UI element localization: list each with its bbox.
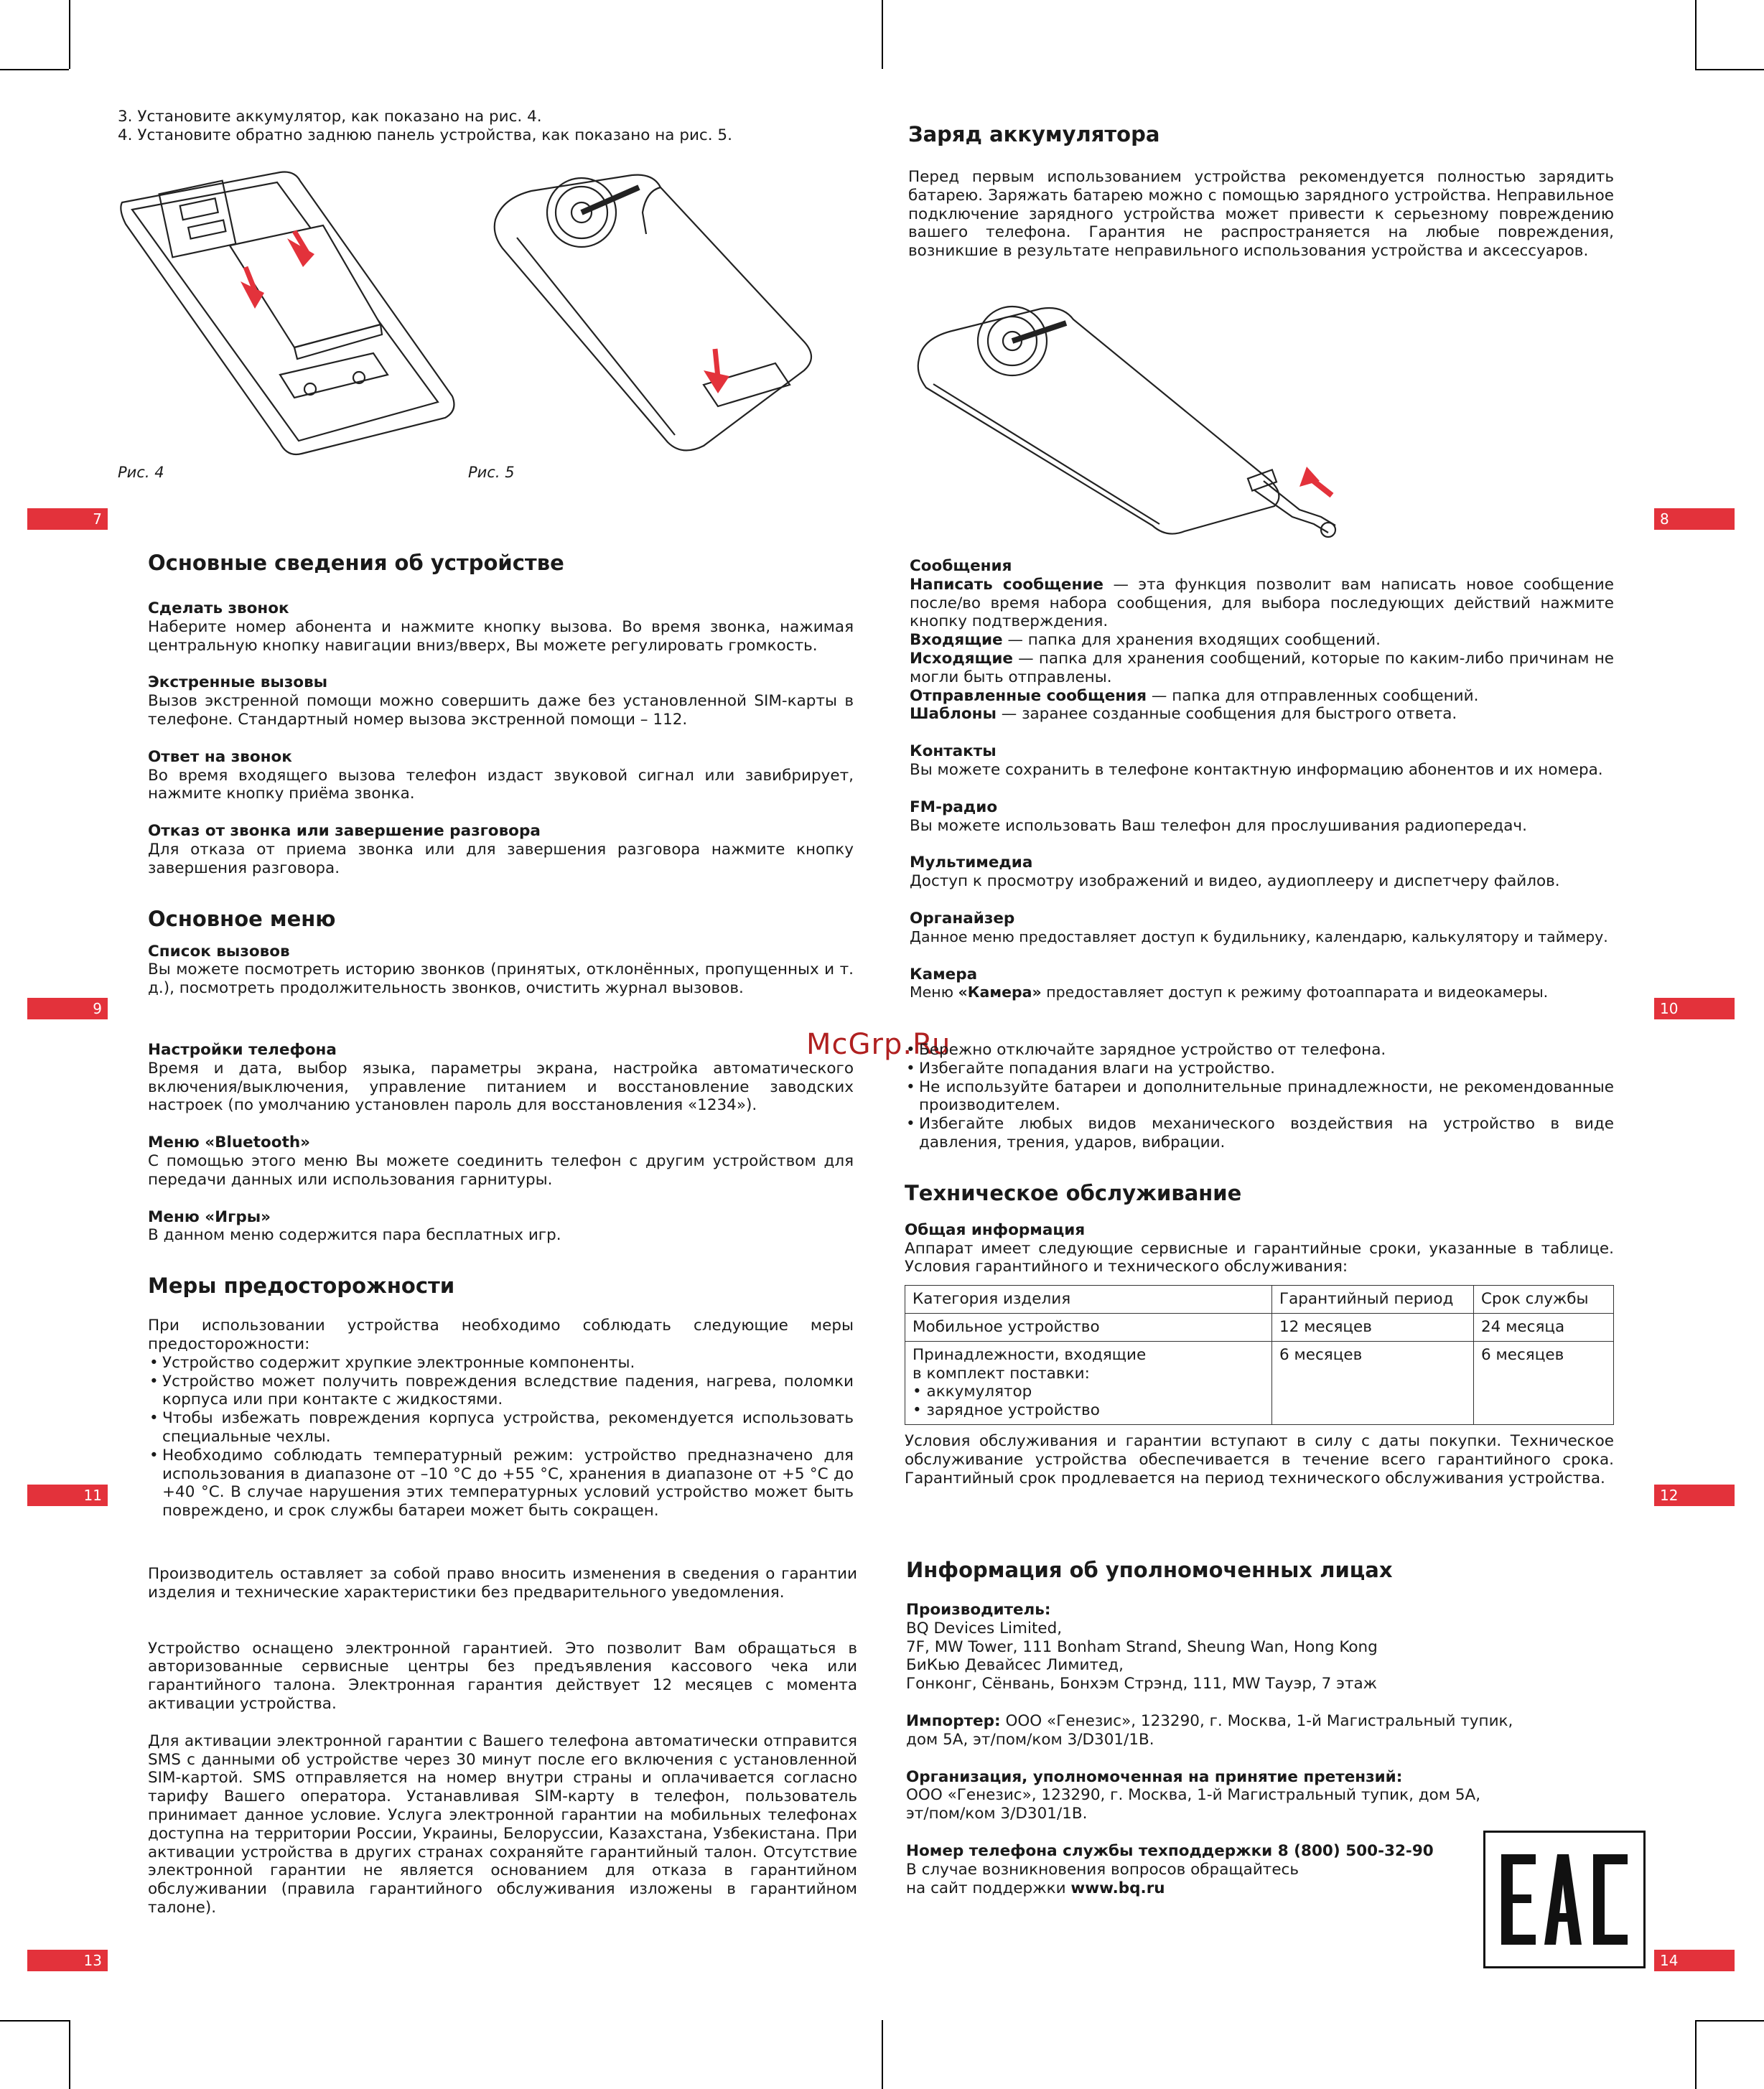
outbox-label: Исходящие (910, 649, 1013, 668)
games-text: В данном меню содержится пара бесплатных игр. (148, 1226, 561, 1245)
list-item: • Необходимо соблюдать температурный режим: устройство предназначено для использования в диапазоне от –10 °C до +55 °C, хранения в диапазоне от +5 °C до +40 °C. В случае нарушения этих температурных условий устройство может быть повреждено, и срок службы батареи может быть сокращен. (148, 1447, 854, 1520)
table-row (905, 1313, 1614, 1341)
contacts-heading: Контакты (910, 742, 997, 761)
call-text: Наберите номер абонента и нажмите кнопку вызова. Во время звонка, нажимая центральную кнопку навигации вниз/вверх, Вы можете регулировать громкость. (148, 617, 854, 655)
table-cell: 12 месяцев (1272, 1313, 1474, 1341)
table-cell (905, 1341, 1272, 1424)
service-after-text: Условия обслуживания и гарантии вступают в силу с даты покупки. Техническое обслуживание устройства обеспечивается в течение всего гарантийного срока. Гарантийный срок продлевается на период технического обслуживания устройства. (905, 1431, 1614, 1487)
list-item: • Устройство содержит хрупкие электронные компоненты. (148, 1354, 854, 1373)
e-guarantee-text-1: Устройство оснащено электронной гарантией. Это позволит Вам обращаться в авторизованные сервисные центры без предъявления кассового чека или гарантийного талона. Электронная гарантия действует 12 месяцев с момента активации устройства. (148, 1639, 857, 1713)
multimedia-heading: Мультимедиа (910, 854, 1033, 872)
write-message-label: Написать сообщение (910, 575, 1103, 594)
claims-line: ООО «Генезис», 123290, г. Москва, 1-й Магистральный тупик, дом 5А, (906, 1786, 1481, 1805)
claims-line: эт/пом/ком 3/D301/1В. (906, 1805, 1088, 1823)
crop-mark (69, 0, 70, 69)
page-number-tab: 11 (27, 1485, 108, 1506)
crop-mark (1695, 0, 1697, 69)
precautions-list (148, 1354, 854, 1520)
manufacturer-line: BQ Devices Limited, (906, 1619, 1063, 1637)
list-item: • Чтобы избежать повреждения корпуса устройства, рекомендуется использовать специальные чехлы. (148, 1409, 854, 1447)
crop-mark (69, 2020, 70, 2089)
organizer-heading: Органайзер (910, 909, 1015, 927)
importer-label: Импортер: (906, 1711, 1001, 1730)
write-message-item (910, 576, 1614, 631)
camera-text (910, 983, 1614, 1002)
table-cell-line: • зарядное устройство (913, 1401, 1100, 1420)
camera-pre: Меню (910, 983, 958, 1001)
sent-label: Отправленные сообщения (910, 686, 1147, 705)
table-header-cell: Срок службы (1474, 1286, 1614, 1314)
outbox-desc: — папка для хранения сообщений, которые по каким-либо причинам не могли быть отправлены. (910, 649, 1614, 686)
emergency-heading: Экстренные вызовы (148, 673, 328, 692)
importer-line-2: дом 5А, эт/пом/ком 3/D301/1В. (906, 1730, 1154, 1749)
inbox-item (910, 631, 1614, 650)
bluetooth-heading: Меню «Bluetooth» (148, 1134, 311, 1152)
support-line: В случае возникновения вопросов обращайтесь (906, 1860, 1299, 1879)
messages-heading: Сообщения (910, 557, 1012, 575)
call-heading: Сделать звонок (148, 599, 289, 617)
table-header-cell: Гарантийный период (1272, 1286, 1474, 1314)
answer-heading: Ответ на звонок (148, 747, 292, 766)
step-4: 4. Установите обратно заднюю панель устройства, как показано на рис. 5. (118, 126, 732, 144)
table-cell-line: Принадлежности, входящие (913, 1345, 1147, 1364)
charge-section (908, 122, 1614, 261)
manufacturer-line: Гонконг, Сёнвань, Бонхэм Стрэнд, 111, MW Тауэр, 7 этаж (906, 1675, 1378, 1693)
care-section (905, 1041, 1614, 1487)
emergency-text: Вызов экстренной помощи можно совершить даже без установленной SIM-карты в телефоне. Стандартный номер вызова экстренной помощи – 112. (148, 692, 854, 729)
claims-heading: Организация, уполномоченная на принятие претензий: (906, 1767, 1403, 1786)
e-guarantee-text-2: Для активации электронной гарантии с Вашего телефона автоматически отправится SMS с данными об устройстве через 30 минут после его включения с установленной SIM-картой. SMS отправляется на номер внутри страны и оплачивается согласно тарифу Вашего оператора. Устанавливая SIM-карту в телефон, пользователь принимает данное условие. Услуга электронной гарантии на мобильных телефонах доступна на территории России, Украины, Белоруссии, Казахстана, Узбекистана. При активации устройства в других странах сохраняйте гарантийный талон. Отсутствие электронной гарантии не является основанием для отказа в гарантийном обслуживании (правила гарантийного обслуживания изложены в гарантийном талоне). (148, 1732, 857, 1917)
crop-mark (882, 0, 883, 69)
sent-desc: — папка для отправленных сообщений. (1147, 686, 1479, 705)
page-number-tab: 8 (1654, 508, 1735, 530)
reject-heading: Отказ от звонка или завершение разговора (148, 822, 541, 841)
inbox-desc: — папка для хранения входящих сообщений. (1002, 631, 1381, 650)
messages-section (910, 557, 1614, 1002)
main-menu-title: Основное меню (148, 906, 336, 931)
table-cell-line: • аккумулятор (913, 1383, 1032, 1401)
page-number-tab: 12 (1654, 1485, 1735, 1506)
figure-4-caption: Рис. 4 (118, 464, 164, 481)
calls-list-heading: Список вызовов (148, 942, 290, 961)
eac-logo (1483, 1831, 1646, 1968)
table-cell: Мобильное устройство (905, 1313, 1272, 1341)
contacts-text: Вы можете сохранить в телефоне контактную информацию абонентов и их номера. (910, 760, 1603, 779)
camera-heading: Камера (910, 965, 978, 983)
camera-post: предоставляет доступ к режиму фотоаппарата и видеокамеры. (1041, 983, 1549, 1001)
list-item: • Не используйте батареи и дополнительные принадлежности, не рекомендованные производителем. (905, 1078, 1614, 1116)
device-info-title: Основные сведения об устройстве (148, 551, 564, 575)
sent-item (910, 687, 1614, 706)
importer-text: ООО «Генезис», 123290, г. Москва, 1-й Магистральный тупик, (1000, 1711, 1513, 1730)
table-row (905, 1341, 1614, 1424)
outbox-item (910, 650, 1614, 687)
fm-text: Вы можете использовать Ваш телефон для прослушивания радиопередач. (910, 816, 1527, 835)
figure-4-battery-install (115, 159, 474, 461)
table-cell: 6 месяцев (1474, 1341, 1614, 1424)
charge-title: Заряд аккумулятора (908, 122, 1160, 146)
warranty-table (905, 1285, 1614, 1425)
general-info-heading: Общая информация (905, 1220, 1086, 1239)
table-cell-line: в комплект поставки: (913, 1364, 1090, 1383)
camera-menu-label: «Камера» (958, 983, 1042, 1001)
manufacturer-line: БиКью Девайсес Лимитед, (906, 1656, 1124, 1675)
templates-item (910, 705, 1614, 724)
templates-desc: — заранее созданные сообщения для быстрого ответа. (996, 705, 1457, 724)
charge-text: Перед первым использованием устройства рекомендуется полностью зарядить батарею. Заряжать батарею можно с помощью зарядного устройства. Неправильное подключение зарядного устройства может привести к серьезному повреждению вашего телефона. Гарантия не распространяется на любые повреждения, возникшие в результате неправильного использования устройства и аксессуаров. (908, 168, 1614, 261)
precautions-title: Меры предосторожности (148, 1274, 455, 1299)
support-pre: на сайт поддержки (906, 1879, 1071, 1897)
warranty-notes (148, 1565, 857, 1917)
fm-heading: FM-радио (910, 798, 998, 816)
support-url-link[interactable]: www.bq.ru (1070, 1879, 1165, 1897)
table-header-row (905, 1286, 1614, 1314)
table-cell: 6 месяцев (1272, 1341, 1474, 1424)
crop-mark (882, 2020, 883, 2089)
page-number-tab: 14 (1654, 1950, 1735, 1971)
table-header-cell: Категория изделия (905, 1286, 1272, 1314)
figure-charging (912, 302, 1343, 546)
step-3: 3. Установите аккумулятор, как показано на рис. 4. (118, 108, 542, 126)
multimedia-text: Доступ к просмотру изображений и видео, аудиоплееру и диспетчеру файлов. (910, 872, 1560, 891)
list-item: • Устройство может получить повреждения вследствие падения, нагрева, поломки корпуса или при контакте с жидкостями. (148, 1373, 854, 1410)
general-info-text: Аппарат имеет следующие сервисные и гарантийные сроки, указанные в таблице. Условия гарантийного и технического обслуживания: (905, 1239, 1614, 1276)
device-info-section (148, 551, 854, 998)
calls-list-text: Вы можете посмотреть историю звонков (принятых, отклонённых, пропущенных и т. д.), посмотреть продолжительность звонков, очистить журнал вызовов. (148, 961, 854, 998)
figure-5-back-cover (488, 169, 826, 457)
page-number-tab: 9 (27, 998, 108, 1019)
eac-mark-icon (1485, 1833, 1643, 1966)
list-item: • Избегайте любых видов механического воздействия на устройство в виде давления, трения, ударов, вибрации. (905, 1115, 1614, 1152)
write-message-desc: — эта функция позволит вам написать новое сообщение после/во время набора сообщения, для выбора последующих действий нажмите кнопку подтверждения. (910, 575, 1614, 631)
reject-text: Для отказа от приема звонка или для завершения разговора нажмите кнопку завершения разговора. (148, 840, 854, 877)
page-number-tab: 7 (27, 508, 108, 530)
install-steps (118, 108, 807, 145)
bluetooth-text: С помощью этого меню Вы можете соединить телефон с другим устройством для передачи данных или использования гарнитуры. (148, 1151, 854, 1189)
crop-mark (1695, 69, 1764, 70)
reserve-text: Производитель оставляет за собой право вносить изменения в сведения о гарантии изделия и технические характеристики без предварительного уведомления. (148, 1565, 857, 1602)
manufacturer-heading: Производитель: (906, 1601, 1051, 1619)
importer-line (906, 1712, 1614, 1731)
precautions-intro: При использовании устройства необходимо соблюдать следующие меры предосторожности: (148, 1317, 854, 1353)
authorized-title: Информация об уполномоченных лицах (906, 1558, 1393, 1582)
inbox-label: Входящие (910, 631, 1003, 650)
crop-mark (0, 69, 69, 70)
figure-5-caption: Рис. 5 (468, 464, 515, 481)
settings-text: Время и дата, выбор языка, параметры экрана, настройка автоматического включения/выключения, управление питанием и восстановление заводских настроек (по умолчанию установлен пароль для восстановления «1234»). (148, 1059, 854, 1115)
games-heading: Меню «Игры» (148, 1207, 271, 1226)
main-menu-continued (148, 1041, 854, 1520)
list-item: • Избегайте попадания влаги на устройство. (905, 1060, 1614, 1078)
crop-mark (1695, 2020, 1764, 2022)
page-number-tab: 13 (27, 1950, 108, 1971)
manufacturer-line: 7F, MW Tower, 111 Bonham Strand, Sheung Wan, Hong Kong (906, 1637, 1378, 1656)
page-number-tab: 10 (1654, 998, 1735, 1019)
watermark: McGrp.Ru (806, 1028, 951, 1061)
care-list (905, 1041, 1614, 1152)
answer-text: Во время входящего вызова телефон издаст звуковой сигнал или завибрирует, нажмите кнопку приёма звонка. (148, 766, 854, 803)
templates-label: Шаблоны (910, 705, 997, 724)
crop-mark (0, 2020, 69, 2022)
list-item: • Бережно отключайте зарядное устройство от телефона. (905, 1041, 1614, 1060)
service-title: Техническое обслуживание (905, 1180, 1242, 1205)
table-cell: 24 месяца (1474, 1313, 1614, 1341)
crop-mark (1695, 2020, 1697, 2089)
organizer-text: Данное меню предоставляет доступ к будильнику, календарю, калькулятору и таймеру. (910, 927, 1608, 945)
support-heading: Номер телефона службы техподдержки 8 (800) 500-32-90 (906, 1841, 1434, 1860)
settings-heading: Настройки телефона (148, 1041, 337, 1059)
